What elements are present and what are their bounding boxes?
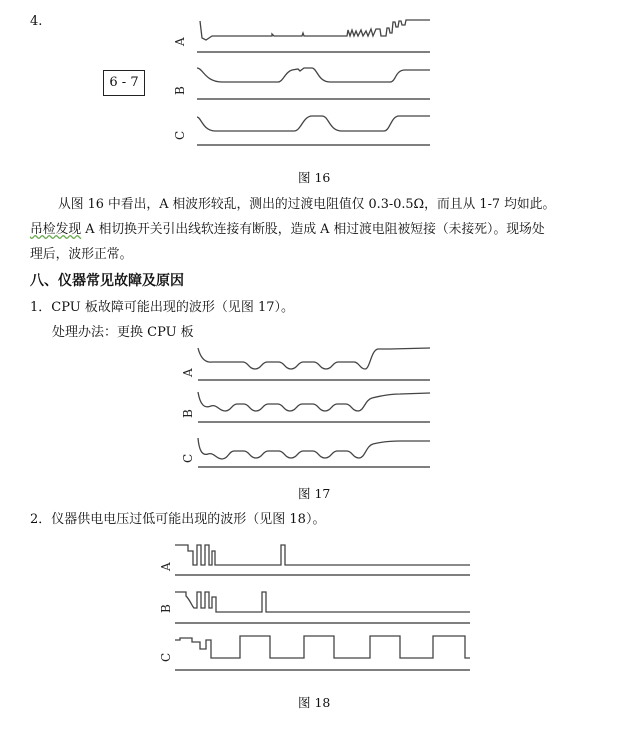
tap-position-label: 6 - 7: [109, 75, 139, 90]
item-1-text: 1．CPU 板故障可能出现的波形（见图 17）。: [30, 300, 294, 315]
section-heading: 八、仪器常见故障及原因: [30, 273, 184, 289]
fig16-channel-a-label: A: [173, 37, 187, 46]
figure-17: [181, 348, 430, 467]
paragraph-line-2-rest: A 相切换开关引出线软连接有断股，造成 A 相过渡电阻被短接（未接死）。现场处: [81, 222, 545, 237]
fig16-channel-a-waveform: [200, 20, 430, 40]
paragraph-line-3: 理后，波形正常。: [30, 247, 133, 262]
figure-17-caption: 图 17: [298, 486, 331, 501]
fig16-channel-b-label: B: [173, 86, 187, 95]
figure-18-caption: 图 18: [298, 695, 331, 710]
fig16-channel-c-waveform: [197, 116, 430, 131]
fig18-channel-b-waveform: [175, 592, 470, 612]
fig18-channel-c-waveform: [175, 636, 470, 658]
fig16-channel-b-waveform: [197, 68, 430, 82]
item-2-text: 2．仪器供电电压过低可能出现的波形（见图 18）。: [30, 512, 326, 527]
figure-18: [159, 545, 470, 670]
item-1-remedy: 处理办法：更换 CPU 板: [52, 325, 194, 340]
fig17-channel-c-waveform: [198, 438, 430, 459]
fig18-channel-a-label: A: [159, 562, 173, 571]
fig17-channel-c-label: C: [181, 453, 195, 463]
fig18-channel-b-label: B: [159, 604, 173, 613]
spellcheck-word: 吊检发现: [30, 222, 82, 237]
fig17-channel-b-label: B: [181, 409, 195, 418]
fig18-channel-c-label: C: [159, 652, 173, 662]
figure-16: [173, 20, 430, 145]
item-number-4: 4.: [30, 14, 43, 29]
figure-16-caption: 图 16: [298, 170, 331, 185]
paragraph-line-1: 从图 16 中看出，A 相波形较乱，测出的过渡电阻值仅 0.3-0.5Ω，而且从 1-7 均如此。: [58, 197, 556, 212]
fig17-channel-a-label: A: [181, 368, 195, 377]
fig18-channel-a-waveform: [175, 545, 470, 565]
fig17-channel-b-waveform: [198, 392, 430, 411]
fig16-channel-c-label: C: [173, 130, 187, 140]
fig17-channel-a-waveform: [198, 348, 430, 369]
